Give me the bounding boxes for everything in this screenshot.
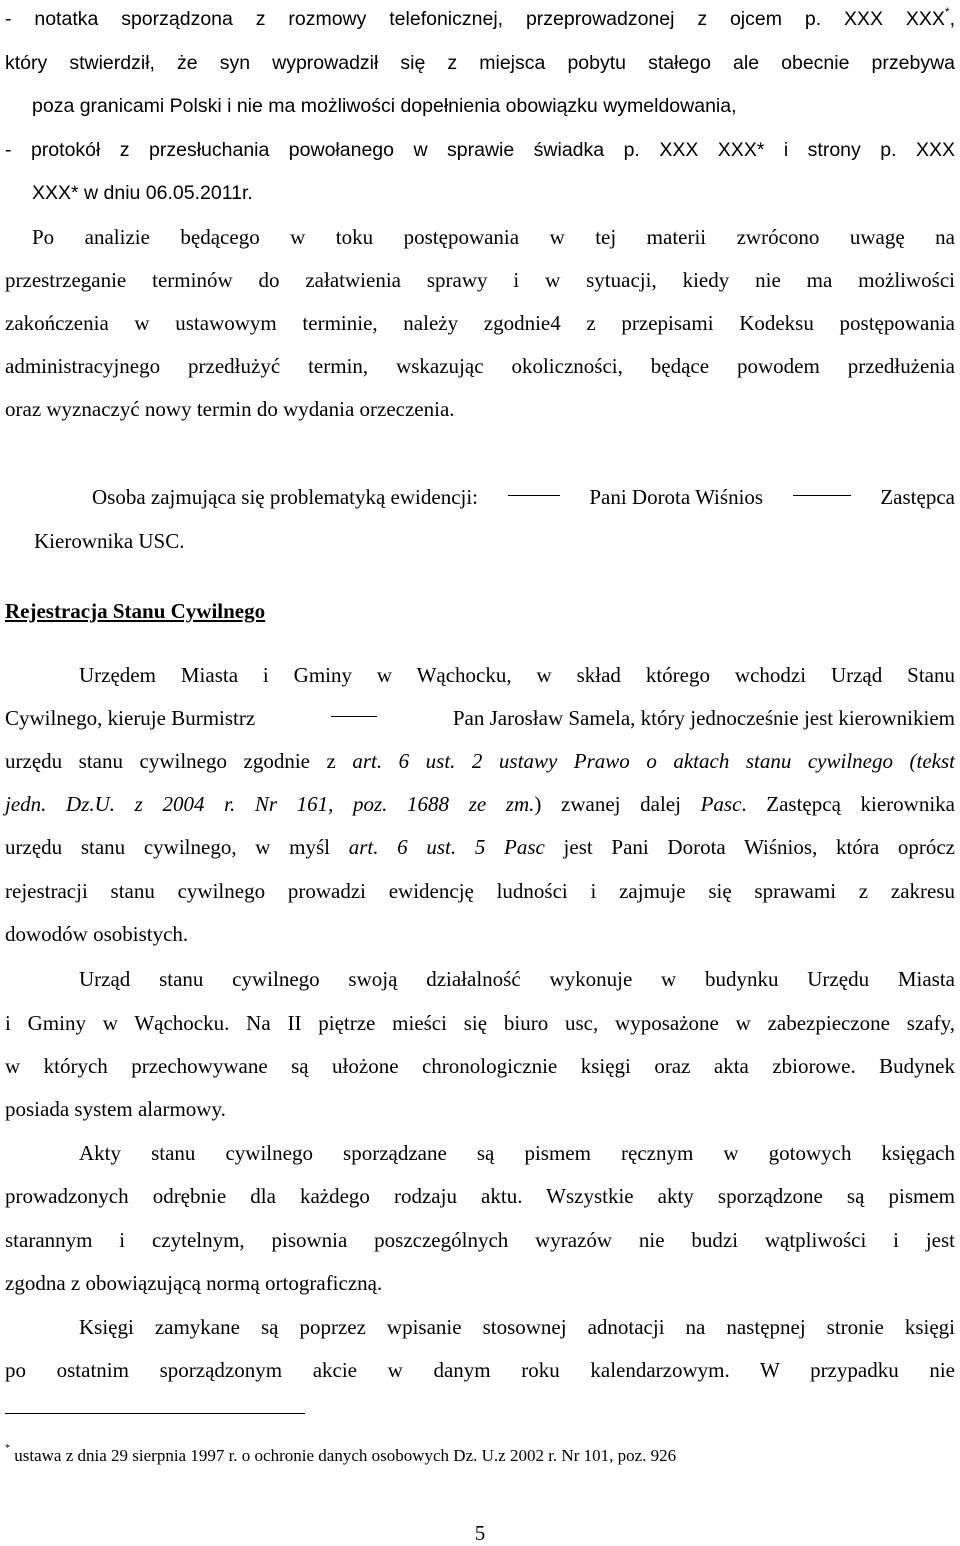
text-line: zakończenia w ustawowym terminie, należy zgodnie4 z przepisami Kodeksu postępowania [5, 311, 955, 335]
dash-separator [793, 495, 851, 496]
footnote-rule [5, 1413, 305, 1414]
text-line: administracyjnego przedłużyć termin, wskazując okoliczności, będące powodem przedłużenia [5, 354, 955, 378]
text-line: dowodów osobistych. [5, 922, 189, 946]
text-line: przestrzeganie terminów do załatwienia sprawy i w sytuacji, kiedy nie ma możliwości [5, 268, 955, 292]
text-line: posiada system alarmowy. [5, 1097, 226, 1121]
text-line: Cywilnego, kieruje Burmistrz Pan Jarosław Samela, który jednocześnie jest kierownikiem [5, 706, 955, 730]
text-line: Po analizie będącego w toku postępowania w tej materii zwrócono uwagę na [32, 225, 955, 249]
person-label: Osoba zajmująca się problematyką ewidencji: [92, 485, 479, 509]
person-role-cont: Kierownika USC. [34, 529, 185, 553]
person-line [92, 484, 955, 510]
footnote: * ustawa z dnia 29 sierpnia 1997 r. o ochronie danych osobowych Dz. U.z 2002 r. Nr 101, poz. 926 [5, 1443, 677, 1465]
text-line: Księgi zamykane są poprzez wpisanie stosownej adnotacji na następnej stronie księgi [79, 1315, 955, 1339]
text-line: starannym i czytelnym, pisownia poszczególnych wyrazów nie budzi wątpliwości i jest [5, 1228, 955, 1252]
text-line: urzędu stanu cywilnego, w myśl art. 6 ust. 5 Pasc jest Pani Dorota Wiśnios, która oprócz [5, 835, 955, 859]
dash-separator [508, 495, 560, 496]
text-line: po ostatnim sporządzonym akcie w danym roku kalendarzowym. W przypadku nie [5, 1358, 955, 1382]
text-line: - protokół z przesłuchania powołanego w sprawie świadka p. XXX XXX* i strony p. XXX [5, 139, 955, 161]
text-line: Urząd stanu cywilnego swoją działalność wykonuje w budynku Urzędu Miasta [79, 967, 955, 991]
page-number: 5 [474, 1521, 486, 1545]
text-line: jedn. Dz.U. z 2004 r. Nr 161, poz. 1688 ze zm.) zwanej dalej Pasc. Zastępcą kierownika [5, 792, 955, 816]
text-line: zgodna z obowiązującą normą ortograficzną. [5, 1271, 383, 1295]
text-line: prowadzonych odrębnie dla każdego rodzaju aktu. Wszystkie akty sporządzone są pismem [5, 1184, 955, 1208]
text-line: Urzędem Miasta i Gminy w Wąchocku, w skład którego wchodzi Urząd Stanu [79, 663, 955, 687]
text-line: w których przechowywane są ułożone chronologicznie księgi oraz akta zbiorowe. Budynek [5, 1054, 955, 1078]
text-line: XXX* w dniu 06.05.2011r. [32, 182, 253, 204]
text-line: - notatka sporządzona z rozmowy telefonicznej, przeprowadzonej z ojcem p. XXX XXX*, [5, 4, 955, 30]
text-line: Akty stanu cywilnego sporządzane są pismem ręcznym w gotowych księgach [79, 1141, 955, 1165]
person-role: Zastępca [880, 485, 955, 509]
text-line: poza granicami Polski i nie ma możliwości dopełnienia obowiązku wymeldowania, [32, 95, 737, 117]
text-line: rejestracji stanu cywilnego prowadzi ewidencję ludności i zajmuje się sprawami z zakresu [5, 879, 955, 903]
person-name: Pani Dorota Wiśnios [589, 485, 764, 509]
section-heading: Rejestracja Stanu Cywilnego [5, 599, 266, 623]
text-line: oraz wyznaczyć nowy termin do wydania orzeczenia. [5, 397, 455, 421]
dash-separator [331, 716, 377, 717]
text-line: i Gminy w Wąchocku. Na II piętrze mieści się biuro usc, wyposażone w zabezpieczone szafy, [5, 1011, 955, 1035]
text-line: który stwierdził, że syn wyprowadził się z miejsca pobytu stałego ale obecnie przebywa [5, 52, 955, 74]
text-line: urzędu stanu cywilnego zgodnie z art. 6 ust. 2 ustawy Prawo o aktach stanu cywilnego (tekst [5, 749, 955, 773]
